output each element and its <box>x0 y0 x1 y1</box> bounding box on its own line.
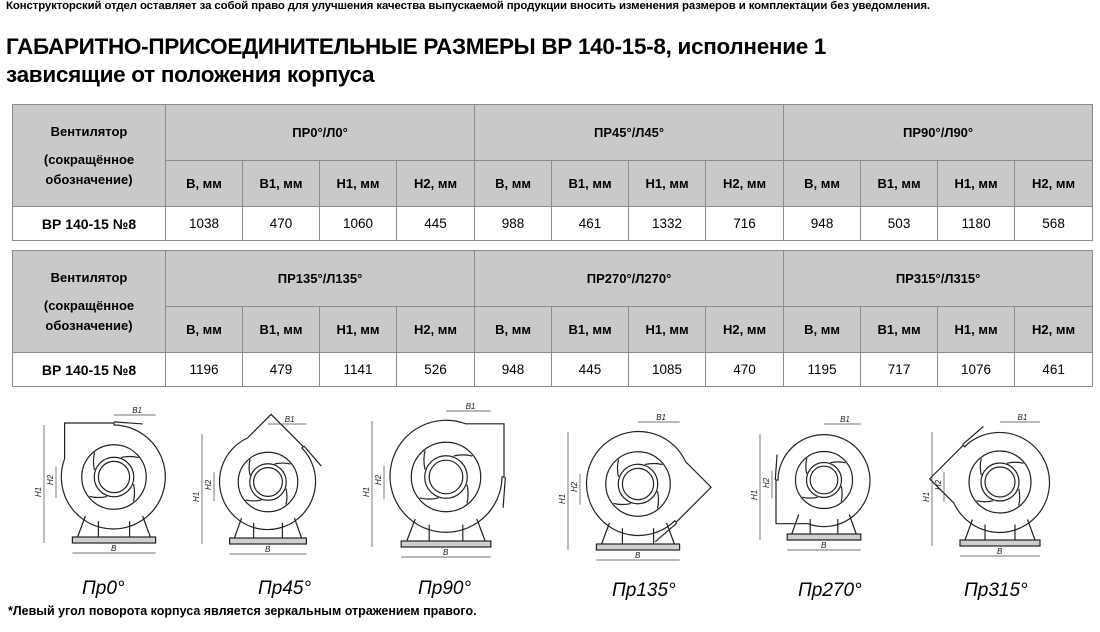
dim-header: Н2, мм <box>706 307 784 353</box>
dim-label-b1: В1 <box>1017 413 1028 422</box>
fan-name-cell: ВР 140-15 №8 <box>13 353 166 387</box>
value-cell: 479 <box>243 353 320 387</box>
dim-header: Н1, мм <box>320 307 397 353</box>
value-cell: 1060 <box>320 207 397 241</box>
fan-header-line2: (сокращённое <box>43 297 135 313</box>
caption-pr45: Пр45° <box>258 578 312 599</box>
value-cell: 1196 <box>166 353 243 387</box>
dim-label-b: В <box>635 551 641 560</box>
dim-header: Н2, мм <box>1015 307 1093 353</box>
dim-label-h2: Н2 <box>762 477 771 488</box>
dim-header: В1, мм <box>243 307 320 353</box>
dim-label-b1: В1 <box>284 415 295 424</box>
dim-header: В1, мм <box>861 161 938 207</box>
fan-drawing-pr135-svg <box>548 392 728 572</box>
dim-label-h2: Н2 <box>934 479 943 490</box>
dim-header: Н1, мм <box>938 161 1015 207</box>
dim-header: В1, мм <box>861 307 938 353</box>
dim-label-h2: Н2 <box>570 481 579 492</box>
fan-outline <box>61 422 165 543</box>
dimensions-table-1 <box>12 104 1093 241</box>
value-cell: 1180 <box>938 207 1015 241</box>
dim-label-b1: В1 <box>132 406 142 415</box>
dimensions-table-2 <box>12 250 1093 387</box>
fan-header-line3: обозначение) <box>45 317 133 333</box>
dim-label-h1: Н1 <box>192 491 201 502</box>
dim-header: В1, мм <box>552 307 629 353</box>
value-cell: 948 <box>784 207 861 241</box>
dimension-lines <box>932 422 1040 556</box>
value-cell: 1038 <box>166 207 243 241</box>
value-cell: 716 <box>706 207 784 241</box>
fan-outline <box>565 410 714 559</box>
value-cell: 470 <box>243 207 320 241</box>
dim-label-h2: Н2 <box>374 474 383 485</box>
dim-header: Н1, мм <box>629 307 706 353</box>
dim-header: В, мм <box>475 307 552 353</box>
position-header: ПР135°/Л135° <box>166 251 475 307</box>
dim-label-b: В <box>997 547 1003 556</box>
fan-drawing-pr315 <box>900 392 1096 572</box>
value-cell: 1085 <box>629 353 706 387</box>
dim-header: Н2, мм <box>397 307 475 353</box>
dim-label-h2: Н2 <box>46 474 55 485</box>
dim-label-h2: Н2 <box>204 479 213 490</box>
fan-drawing-pr0-svg <box>14 392 174 572</box>
table-row <box>13 353 1093 387</box>
dim-header: В1, мм <box>243 161 320 207</box>
dim-header: В1, мм <box>552 161 629 207</box>
value-cell: 717 <box>861 353 938 387</box>
dim-header: Н2, мм <box>397 161 475 207</box>
fan-header-line3: обозначение) <box>45 171 133 187</box>
dim-header: Н2, мм <box>706 161 784 207</box>
dim-header: В, мм <box>166 307 243 353</box>
footnote: *Левый угол поворота корпуса является зеркальным отражением правого. <box>8 604 477 618</box>
page-subtitle: зависящие от положения корпуса <box>6 62 375 87</box>
dim-label-b1: В1 <box>840 415 850 424</box>
fan-drawing-pr135 <box>548 392 728 572</box>
dim-label-b: В <box>265 545 271 554</box>
dim-header: Н1, мм <box>629 161 706 207</box>
fan-name-cell: ВР 140-15 №8 <box>13 207 166 241</box>
value-cell: 1332 <box>629 207 706 241</box>
value-cell: 1141 <box>320 353 397 387</box>
caption-pr135: Пр135° <box>612 580 676 601</box>
position-header: ПР270°/Л270° <box>475 251 784 307</box>
dim-label-b1: В1 <box>656 413 666 422</box>
caption-pr270: Пр270° <box>798 580 862 601</box>
dim-label-b: В <box>111 544 117 553</box>
fan-designation-header <box>13 105 166 207</box>
position-header: ПР90°/Л90° <box>784 105 1093 161</box>
value-cell: 470 <box>706 353 784 387</box>
dim-label-h1: Н1 <box>750 489 759 500</box>
position-header: ПР315°/Л315° <box>784 251 1093 307</box>
value-cell: 445 <box>397 207 475 241</box>
dim-header: Н2, мм <box>1015 161 1093 207</box>
dim-label-h1: Н1 <box>922 491 931 502</box>
dim-label-h1: Н1 <box>362 486 371 497</box>
value-cell: 526 <box>397 353 475 387</box>
fan-outline <box>927 410 1071 554</box>
position-header: ПР45°/Л45° <box>475 105 784 161</box>
fan-header-line1: Вентилятор <box>50 123 128 139</box>
dim-label-h1: Н1 <box>34 486 43 497</box>
fan-designation-header <box>13 251 166 353</box>
dim-header: Н1, мм <box>320 161 397 207</box>
table-row <box>13 207 1093 241</box>
fan-outline <box>390 420 505 547</box>
value-cell: 948 <box>475 353 552 387</box>
value-cell: 568 <box>1015 207 1093 241</box>
dim-header: В, мм <box>475 161 552 207</box>
dim-label-h1: Н1 <box>558 493 567 504</box>
value-cell: 461 <box>1015 353 1093 387</box>
fan-outline <box>775 435 870 540</box>
fan-drawing-pr45 <box>192 392 346 572</box>
dim-header: В, мм <box>784 161 861 207</box>
value-cell: 1076 <box>938 353 1015 387</box>
caption-pr90: Пр90° <box>418 578 472 599</box>
value-cell: 461 <box>552 207 629 241</box>
fan-drawing-pr90 <box>360 392 530 572</box>
fan-header-line2: (сокращённое <box>43 151 135 167</box>
fan-drawing-pr45-svg <box>192 392 346 572</box>
value-cell: 988 <box>475 207 552 241</box>
fan-drawing-pr315-svg <box>900 392 1096 572</box>
fan-outline <box>200 412 338 550</box>
dim-header: В, мм <box>784 307 861 353</box>
value-cell: 1195 <box>784 353 861 387</box>
fan-drawing-pr90-svg <box>360 392 530 572</box>
dim-label-b: В <box>821 541 827 550</box>
disclaimer-text: Конструкторский отдел оставляет за собой право для улучшения качества выпускаемой продукции вносить изменения размеров и комплектации без уведомления. <box>6 0 930 12</box>
fan-header-line1: Вентилятор <box>50 269 128 285</box>
fan-drawing-pr0 <box>14 392 174 572</box>
dim-label-b: В <box>443 548 449 557</box>
caption-pr315: Пр315° <box>964 580 1028 601</box>
fan-drawing-pr270 <box>740 392 900 572</box>
value-cell: 503 <box>861 207 938 241</box>
value-cell: 445 <box>552 353 629 387</box>
dim-label-b1: В1 <box>465 402 476 411</box>
position-header: ПР0°/Л0° <box>166 105 475 161</box>
page-title: ГАБАРИТНО-ПРИСОЕДИНИТЕЛЬНЫЕ РАЗМЕРЫ ВР 140-15-8, исполнение 1 <box>6 34 827 59</box>
fan-drawing-pr270-svg <box>740 392 900 572</box>
dim-header: В, мм <box>166 161 243 207</box>
dim-header: Н1, мм <box>938 307 1015 353</box>
caption-pr0: Пр0° <box>82 578 125 599</box>
